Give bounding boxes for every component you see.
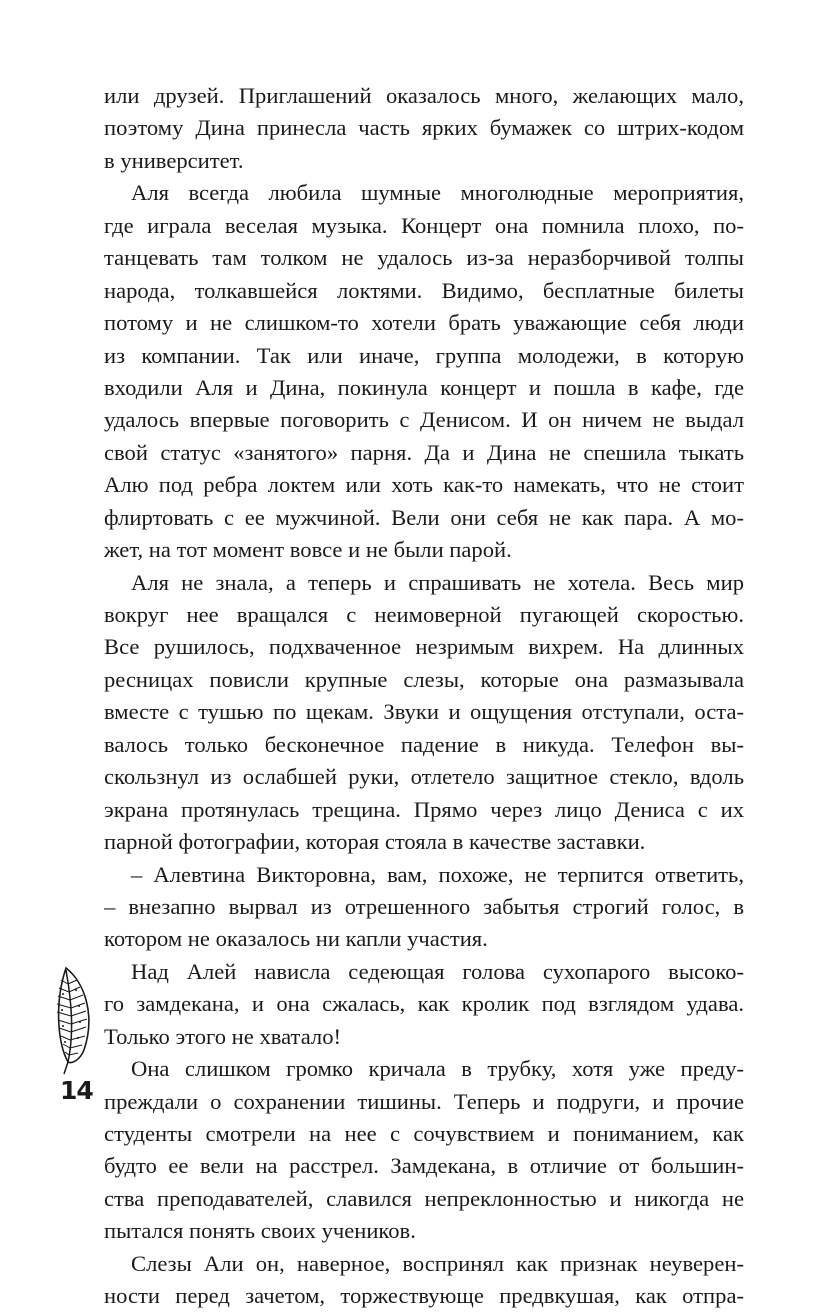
page-number: 14 — [60, 1076, 93, 1105]
feather-icon — [50, 964, 100, 1076]
text-line: поэтому Дина принесла часть ярких бумажек со штрих-кодом — [104, 115, 744, 141]
text-line: Над Алей нависла седеющая голова сухопарого высоко- — [131, 958, 744, 984]
text-line: Только этого не хватало! — [104, 1023, 342, 1049]
text-line: скользнул из ослабшей руки, отлетело защитное стекло, вдоль — [104, 764, 744, 790]
text-line: или друзей. Приглашений оказалось много, желающих мало, — [104, 83, 744, 108]
text-line: – внезапно вырвал из отрешенного забытья строгий голос, в — [104, 893, 744, 919]
text-line: в университет. — [104, 147, 244, 173]
text-line: Все рушилось, подхваченное незримым вихрем. На длинных — [104, 634, 744, 660]
text-line: – Алевтина Викторовна, вам, похоже, не терпится ответить, — [131, 861, 744, 887]
text-line: флиртовать с ее мужчиной. Вели они себя не как пара. А мо- — [104, 504, 744, 530]
text-line: ности перед зачетом, торжествующе предвкушая, как отпра- — [104, 1283, 744, 1309]
text-line: Аля всегда любила шумные многолюдные мероприятия, — [131, 180, 744, 206]
text-line: вместе с тушью по щекам. Звуки и ощущения отступали, оста- — [104, 699, 744, 725]
text-line: танцевать там толком не удалось из-за неразборчивой толпы — [104, 245, 744, 271]
text-line: народа, толкавшейся локтями. Видимо, бесплатные билеты — [104, 277, 744, 303]
text-line: из компании. Так или иначе, группа молодежи, в которую — [104, 342, 744, 368]
body-text — [104, 80, 744, 1313]
text-line: котором не оказалось ни капли участия. — [104, 926, 488, 952]
text-line: экрана протянулась трещина. Прямо через лицо Дениса с их — [104, 796, 744, 822]
text-line: парной фотографии, которая стояла в качестве заставки. — [104, 829, 646, 855]
text-line: студенты смотрели на нее с сочувствием и пониманием, как — [104, 1121, 744, 1146]
text-line: удалось впервые поговорить с Денисом. И он ничем не выдал — [104, 407, 744, 433]
text-line: го замдекана, и она сжалась, как кролик под взглядом удава. — [104, 991, 744, 1017]
text-line: валось только бесконечное падение в никуда. Телефон вы- — [104, 731, 744, 757]
text-line: Алю под ребра локтем или хоть как-то намекать, что не стоит — [104, 472, 744, 498]
text-line: будто ее вели на расстрел. Замдекана, в отличие от большин- — [104, 1153, 744, 1179]
text-line: где играла веселая музыка. Концерт она помнила плохо, по- — [104, 212, 744, 238]
text-line: ства преподавателей, славился непреклонностью и никогда не — [104, 1185, 744, 1211]
text-line: потому и не слишком-то хотели брать уважающие себя люди — [104, 310, 744, 336]
text-line: свой статус «занятого» парня. Да и Дина не спешила тыкать — [104, 439, 744, 465]
text-line: Аля не знала, а теперь и спрашивать не хотела. Весь мир — [131, 569, 744, 595]
text-line: Слезы Али он, наверное, воспринял как признак неуверен- — [131, 1250, 744, 1276]
text-line: жет, на тот момент вовсе и не были парой. — [104, 537, 512, 563]
text-line: ресницах повисли крупные слезы, которые она размазывала — [104, 666, 744, 692]
text-line: пытался понять своих учеников. — [104, 1218, 416, 1244]
text-line: Она слишком громко кричала в трубку, хотя уже преду- — [131, 1056, 744, 1082]
text-line: входили Аля и Дина, покинула концерт и пошла в кафе, где — [104, 374, 744, 400]
text-line: вокруг нее вращался с неимоверной пугающей скоростью. — [104, 602, 744, 627]
text-line: преждали о сохранении тишины. Теперь и подруги, и прочие — [104, 1088, 744, 1114]
